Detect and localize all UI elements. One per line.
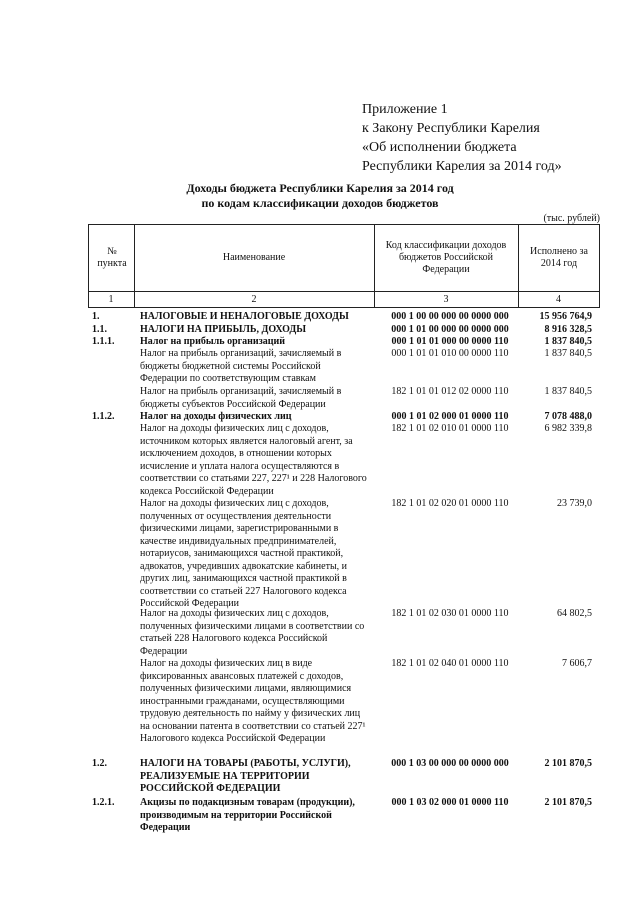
table-rule <box>88 224 600 225</box>
row-num: 1.2.1. <box>92 797 115 808</box>
col-number: 3 <box>443 294 449 305</box>
row-amount: 15 956 764,9 <box>539 311 592 322</box>
col-number: 2 <box>251 294 257 305</box>
row-num: 1.1.1. <box>92 336 115 347</box>
row-amount: 23 739,0 <box>557 498 592 509</box>
row-code: 000 1 03 00 000 00 0000 000 <box>391 758 509 769</box>
row-code: 000 1 01 00 000 00 0000 000 <box>391 324 509 335</box>
row-code: 000 1 03 02 000 01 0000 110 <box>391 797 509 808</box>
header-name: Наименование <box>222 252 286 263</box>
row-amount: 7 078 488,0 <box>544 411 592 422</box>
row-amount: 1 837 840,5 <box>544 336 592 347</box>
row-amount: 64 802,5 <box>557 608 592 619</box>
col-number: 4 <box>556 294 561 305</box>
row-code: 000 1 00 00 000 00 0000 000 <box>391 311 509 322</box>
table-rule <box>599 224 600 308</box>
row-num: 1.2. <box>92 758 107 769</box>
row-amount: 2 101 870,5 <box>544 758 592 769</box>
row-name: Налог на прибыль организаций <box>140 336 285 347</box>
row-name: Налог на прибыль организаций, зачисляемый в бюджеты бюджетной системы Российской Федерации по соответствующим ставкам <box>140 348 342 384</box>
row-name: НАЛОГИ НА ТОВАРЫ (РАБОТЫ, УСЛУГИ), РЕАЛИЗУЕМЫЕ НА ТЕРРИТОРИИ РОССИЙСКОЙ ФЕДЕРАЦИИ <box>140 758 351 794</box>
row-name: Налог на доходы физических лиц в виде фиксированных авансовых платежей с доходов, полученных физическими лицами, являющимися иностранными гражданами, осуществляющими трудовую деятельность по найму у физических лиц на основании патента в соответствии со статьей 227¹ Налогового кодекса Российской Федерации <box>140 658 366 744</box>
row-code: 182 1 01 02 020 01 0000 110 <box>391 498 509 509</box>
header-code: Код классификации доходов бюджетов Российской Федерации <box>385 240 507 275</box>
title-line: Доходы бюджета Республики Карелия за 2014 год <box>186 181 454 195</box>
row-code: 182 1 01 02 010 01 0000 110 <box>391 423 509 434</box>
row-amount: 2 101 870,5 <box>544 797 592 808</box>
row-num: 1. <box>92 311 100 322</box>
row-name: Налог на прибыль организаций, зачисляемый в бюджеты субъектов Российской Федерации <box>140 386 342 410</box>
header-amount: Исполнено за 2014 год <box>530 246 588 269</box>
appendix-line: к Закону Республики Карелия <box>362 121 540 136</box>
row-code: 182 1 01 02 040 01 0000 110 <box>391 658 509 669</box>
document-title <box>0 181 640 211</box>
row-name: НАЛОГОВЫЕ И НЕНАЛОГОВЫЕ ДОХОДЫ <box>140 311 349 322</box>
appendix-line: Республики Карелия за 2014 год» <box>362 159 562 174</box>
row-code: 000 1 01 02 000 01 0000 110 <box>391 411 509 422</box>
row-name: Акцизы по подакцизным товарам (продукции), производимым на территории Российской Федерации <box>140 797 355 833</box>
table-header-grid <box>88 224 600 308</box>
row-code: 182 1 01 02 030 01 0000 110 <box>391 608 509 619</box>
row-amount: 1 837 840,5 <box>544 348 592 359</box>
row-code: 000 1 01 01 000 00 0000 110 <box>391 336 509 347</box>
row-name: Налог на доходы физических лиц с доходов, полученных физическими лицами в соответствии со статьей 228 Налогового кодекса Российской Федерации <box>140 608 365 657</box>
row-amount: 8 916 328,5 <box>544 324 592 335</box>
row-name: Налог на доходы физических лиц с доходов, источником которых является налоговый агент, за исключением доходов, в отношении которых исчисление и уплата налога осуществляются в соответствии со статьями 227, 227¹ и 228 Налогового кодекса Российской Федерации <box>140 423 367 497</box>
table-rule <box>88 307 600 308</box>
row-name: Налог на доходы физических лиц <box>140 411 292 422</box>
appendix-line: «Об исполнении бюджета <box>362 140 517 155</box>
row-code: 182 1 01 01 012 02 0000 110 <box>391 386 509 397</box>
appendix-line: Приложение 1 <box>362 102 448 117</box>
row-code: 000 1 01 01 010 00 0000 110 <box>391 348 509 359</box>
col-number: 1 <box>108 294 114 305</box>
row-num: 1.1.2. <box>92 411 115 422</box>
appendix-block <box>362 100 562 176</box>
row-name: НАЛОГИ НА ПРИБЫЛЬ, ДОХОДЫ <box>140 324 307 335</box>
table-rule <box>88 291 600 292</box>
row-amount: 6 982 339,8 <box>544 423 592 434</box>
row-amount: 7 606,7 <box>562 658 592 669</box>
title-line: по кодам классификации доходов бюджетов <box>201 196 439 210</box>
row-num: 1.1. <box>92 324 107 335</box>
row-amount: 1 837 840,5 <box>544 386 592 397</box>
header-num: № пункта <box>97 246 127 269</box>
row-name: Налог на доходы физических лиц с доходов, полученных от осуществления деятельности физическими лицами, зарегистрированными в качестве индивидуальных предпринимателей, нотариусов, занимающихся частной практикой, адвокатов, учредивших адвокатские кабинеты, и других лиц, занимающихся частной практикой в соответствии со статьей 227 Налогового кодекса Российской Федерации <box>140 498 348 609</box>
unit-label: (тыс. рублей) <box>543 213 600 224</box>
